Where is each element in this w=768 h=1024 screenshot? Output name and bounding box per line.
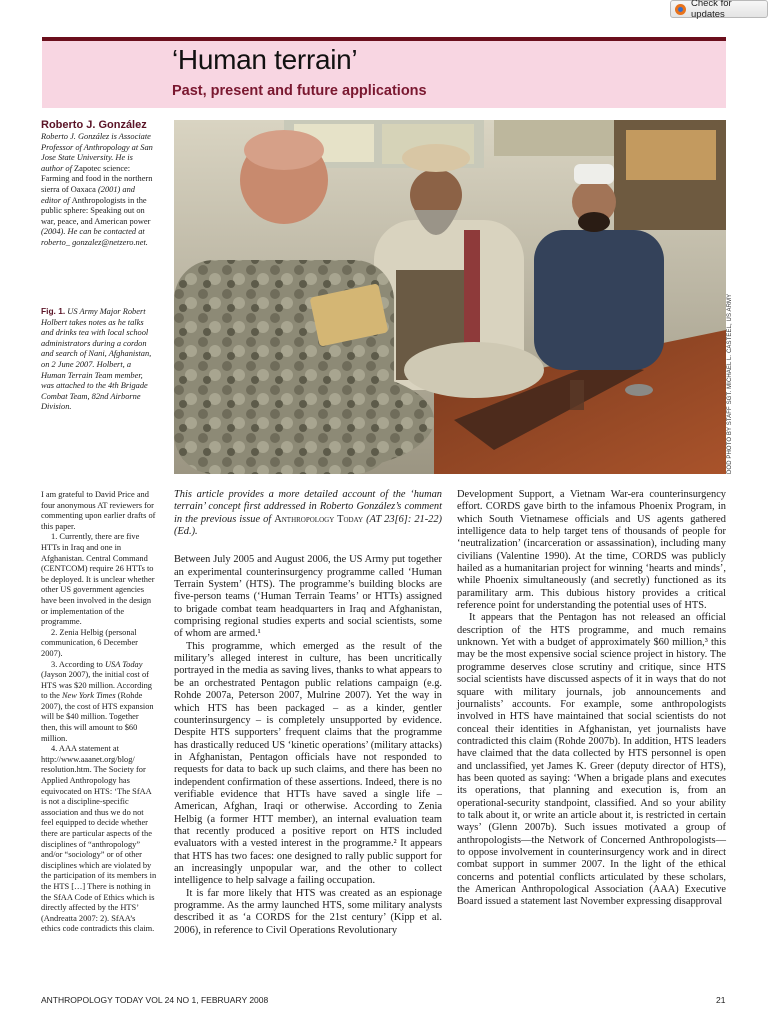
- acknowledgement-note: I am grateful to David Price and four anonymous AT reviewers for commenting upon earlier drafts of this paper.: [41, 490, 156, 531]
- footnote-3: [41, 660, 157, 745]
- check-for-updates-button[interactable]: [670, 0, 768, 18]
- author-book-title: Zapotec science: Farming and food in the northern sierra of Oaxaca: [41, 163, 153, 194]
- update-icon: [675, 4, 686, 15]
- author-edited-title: Anthropologists in the public sphere: Speaking out on war, peace, and American power: [41, 195, 151, 226]
- footnote-3-source: USA Today: [104, 659, 143, 669]
- footnote-1: 1. Currently, there are five HTTs in Iraq and one in Afghanistan. Central Command (CENTCOM) require 26 HTTs to be deployed. It is unclear whether other US government agencies have been involved in the design or implementation of the programme.: [41, 532, 155, 627]
- article-subtitle: Past, present and future applications: [172, 83, 427, 99]
- footnote-3-text: (Jayson 2007), the initial cost of HTS was $20 million. According to the: [41, 670, 152, 701]
- footnote-2: 2. Zenia Helbig (personal communication, 6 December 2007).: [41, 627, 138, 658]
- paragraph-1: Between July 2005 and August 2006, the US Army put together an experimental counterinsurgency programme called ‘Human Terrain System’ (HTS). The programme’s building blocks are five-person teams (‘Human Terrain Teams’ or HTTs) assigned to brigade combat team headquarters in Iraq and Afghanistan, comprising regional studies experts and social scientists, some of whom are armed.¹: [174, 554, 442, 640]
- author-contact: (2004). He can be contacted at roberto_ gonzalez@netzero.net.: [41, 227, 148, 247]
- standfirst-text: (AT 23[6]: 21-22) (Ed.).: [174, 513, 443, 538]
- article-title: ‘Human terrain’: [172, 44, 358, 75]
- standfirst-text: This article provides a more detailed account of the ‘human terrain’ concept first addressed in Roberto González’s comment in the previous issue of: [174, 489, 442, 525]
- figure-label: Fig. 1.: [41, 306, 66, 316]
- author-bio-text: (2001) and editor of: [41, 184, 135, 205]
- figure-caption-text: US Army Major Robert Holbert takes notes as he talks and drinks tea with local school administrators during a cordon and search of Nani, Afghanistan, on 2 June 2007. Holbert, a Human Terrain Team member, was attached to the 4th Brigade Combat Team, 82nd Airborne Division.: [41, 307, 152, 412]
- article-column-1: [174, 489, 442, 937]
- page-number: 21: [716, 995, 726, 1005]
- journal-footer: ANTHROPOLOGY TODAY VOL 24 NO 1, FEBRUARY 2008: [41, 995, 269, 1005]
- article-column-2: [457, 489, 726, 909]
- paragraph-2: This programme, which emerged as the result of the military’s alleged interest in culture, has been uncritically portrayed in the media as saving lives, thanks to what appears to be an orchestrated Pentagon public relations campaign (e.g. Rohde 2007a, Peterson 2007, Mulrine 2007). Yet the way in which HTS has been packaged – as a kinder, gentler counterinsurgency – is completely unsupported by evidence. Despite HTS supporters’ frequent claims that the programme has drastically reduced US ‘kinetic operations’ (military attacks) in Afghanistan, Pentagon officials have not responded to requests for data to back up such claims, and there has been no independent confirmation of these assertions. Indeed, there is no verifiable evidence that HTTs have saved a single life – American, Afghan, Iraqi or otherwise. According to Zenia Helbig (a former HTT member), an internal evaluation team that recently produced a positive report on HTS included evaluators with a vested interest in the programme.² It appears that HTS has two faces: one designed to rally public support for an increasingly unpopular war, and the other to collect intelligence to help salvage a failing occupation.: [174, 640, 442, 887]
- check-for-updates-label: Check for updates: [691, 0, 732, 20]
- footnote-3-text: (Rohde 2007), the cost of HTS expansion will be $40 million. Together then, this will amount to $60 million.: [41, 691, 154, 743]
- notes-column: [41, 490, 157, 935]
- figure-caption: [41, 306, 157, 413]
- photo-credit: DOD PHOTO BY STAFF SGT. MICHAEL L. CASTEEL, US ARMY: [727, 293, 733, 474]
- standfirst: [174, 489, 442, 538]
- footnote-3-source: New York Times: [61, 691, 116, 701]
- author-bio: [41, 132, 153, 249]
- paragraph-4: Development Support, a Vietnam War-era counterinsurgency effort. CORDS gave birth to the infamous Phoenix Program, in which South Vietnamese officials and US agents gathered intelligence data to help target tens of thousands of people for ‘neutralization’ (incarceration or assassination), including many civilians (Valentine 1990). At the time, CORDS was publicly hailed as a humanitarian project for winning ‘hearts and minds’, while Phoenix simultaneously (and secretly) functioned as its paramilitary arm. This dubious history provides a critical reference point for understanding the potential uses of HTS.: [457, 489, 726, 612]
- author-name: Roberto J. González: [41, 119, 147, 131]
- paragraph-5: It appears that the Pentagon has not released an official description of the HTS programme, and much remains unknown. Yet with a budget of approximately $60 million,³ this may be the most expensive social science project in history. The programme deserves close scrutiny and critique, since HTS social scientists have discussed aspects of it in ways that do not square with military journals, job announcements and journalists’ accounts. For example, some anthropologists involved in HTS have maintained that social scientists do not conceal their identities in Afghanistan, yet journalists have contradicted this claim (Rohde 2007b). In addition, HTS leaders have claimed that the data collected by HTS personnel is open and unclassified, yet James K. Greer (deputy director of HTS), has been quoted as saying: ‘When a brigade plans and executes its operations, that planning and execution is, from an operational-security standpoint, classified. And so your ability to talk about it, or write an article about it, is restricted in certain ways’ (Glenn 2007b). Such issues motivated a group of anthropologists—the Network of Concerned Anthropologists—to oppose involvement in counterinsurgency work and in direct combat support in summer 2007. In the light of the ethical concerns and potential conflicts articulated by these scholars, the American Anthropological Association (AAA) Executive Board issued a statement last November expressing disapproval: [457, 612, 726, 908]
- standfirst-journal: Anthropology Today: [274, 513, 364, 525]
- article-photo: [174, 120, 726, 474]
- photo-illustration: [174, 120, 726, 474]
- footnote-3-text: 3. According to: [51, 659, 105, 669]
- footnote-4: 4. AAA statement at http://www.aaanet.org/blog/ resolution.htm. The Society for Applied Anthropology has equivocated on HTS: ‘The SfAA is not a discipline-specific association and thus we do not feel equipped to decide whether there are particular aspects of the disciplines of “anthropology” and/or “sociology” or of other disciplines which are violated by the participation of its members in the HTS […] There is nothing in the SfAA Code of Ethics which is directly affected by the HTS’ (Andreatta 2007: 2). SfAA’s ethics code contradicts this claim.: [41, 744, 157, 934]
- paragraph-3: It is far more likely that HTS was created as an espionage programme. As the army launched HTS, some military analysts described it as ‘a CORDS for the 21st century’ (Kipp et al. 2006), in reference to Civil Operations Revolutionary: [174, 887, 442, 936]
- author-bio-text: Roberto J. González is Associate Professor of Anthropology at San Jose State University. He is author of: [41, 132, 153, 173]
